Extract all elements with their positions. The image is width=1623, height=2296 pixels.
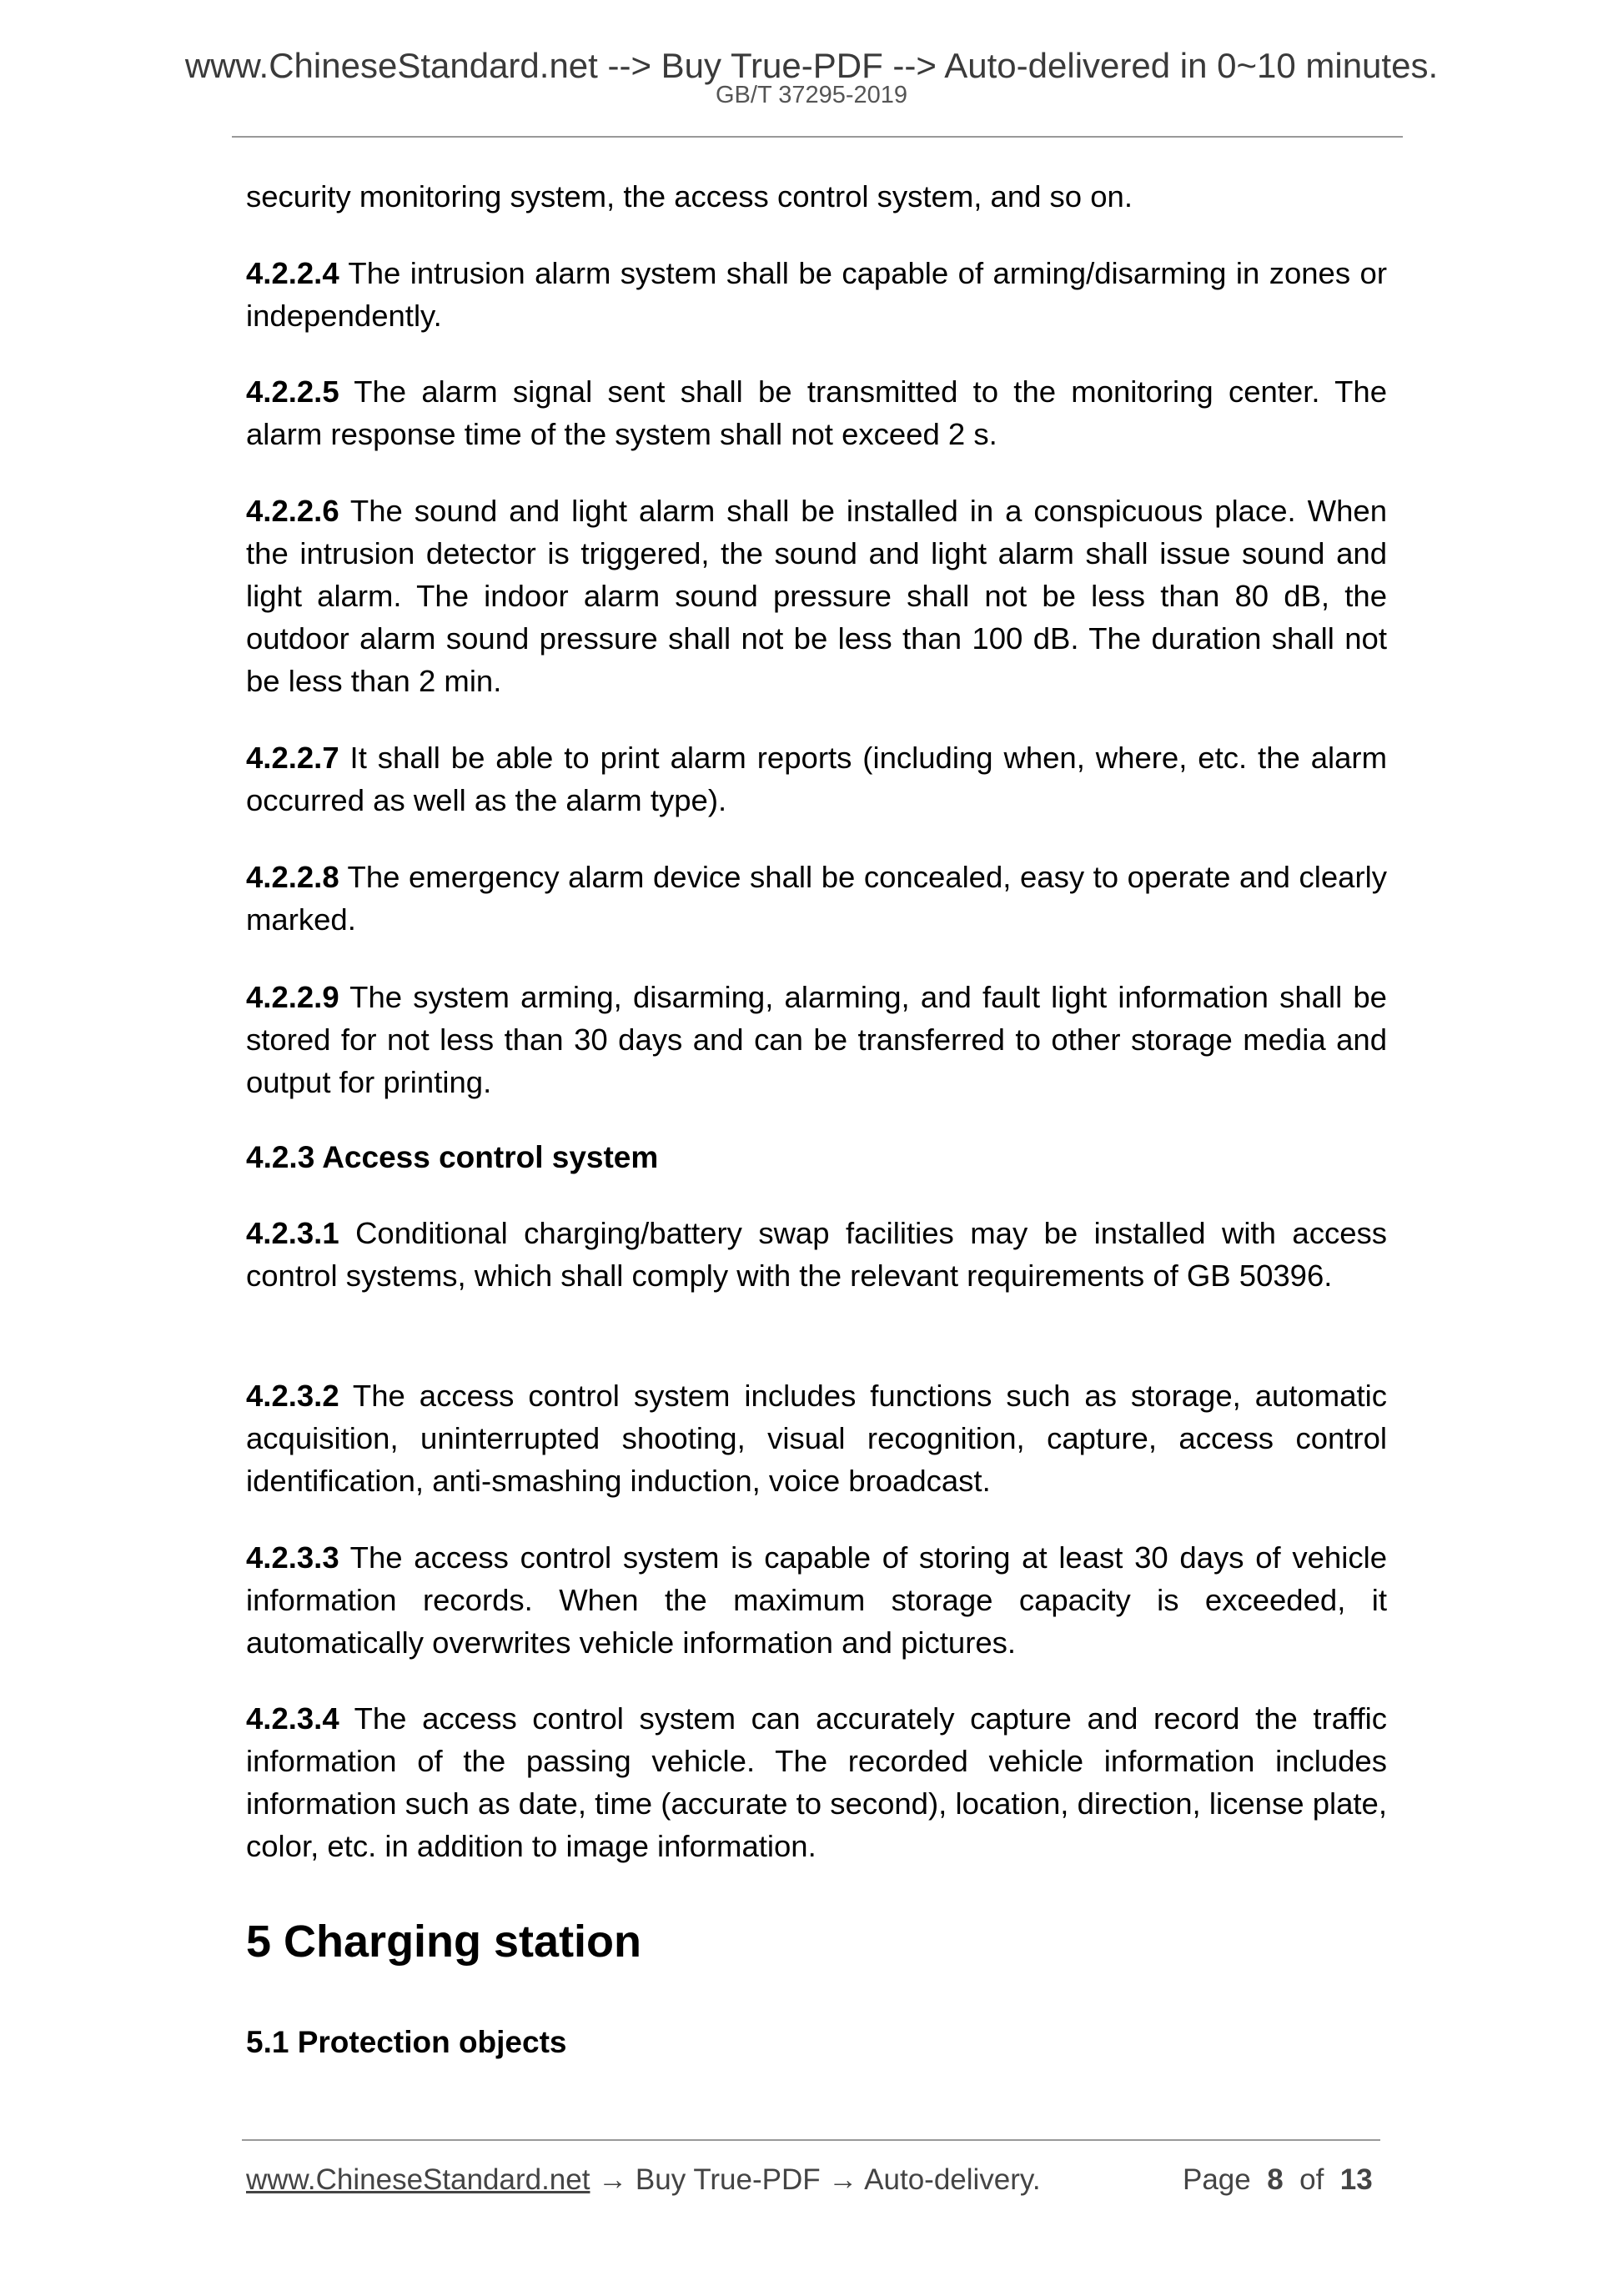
footer-link[interactable]: www.ChineseStandard.net [246,2163,590,2196]
clause-text: The alarm signal sent shall be transmitted to the monitoring center. The alarm response time of the system shall not exceed 2 s. [246,374,1387,451]
clause-4-2-3-3 [246,1536,1387,1664]
clause-number: 4.2.3.4 [246,1701,339,1736]
clause-text: The access control system can accurately capture and record the traffic information of the passing vehicle. The recorded vehicle information includes information such as date, time (accurate to second), location, direction, license plate, color, etc. in addition to image information. [246,1701,1387,1863]
standard-id: GB/T 37295-2019 [715,82,908,108]
clause-text: The access control system is capable of storing at least 30 days of vehicle information records. When the maximum storage capacity is exceeded, it automatically overwrites vehicle information and pictures. [246,1540,1387,1660]
clause-4-2-3-4 [246,1697,1387,1867]
total-pages: 13 [1339,2163,1373,2196]
footer-tail: → Buy True-PDF → Auto-delivery. [590,2163,1041,2196]
clause-text: Conditional charging/battery swap facilities may be installed with access control systems, which shall comply with the relevant requirements of GB 50396. [246,1216,1387,1293]
page-number [1183,2162,1373,2198]
clause-number: 4.2.2.8 [246,860,339,894]
clause-text: The system arming, disarming, alarming, and fault light information shall be stored for not less than 30 days and can be transferred to other storage media and output for printing. [246,980,1387,1099]
section-heading-4-2-3: 4.2.3 Access control system [246,1140,659,1174]
section-heading-5-1: 5.1 Protection objects [246,2025,567,2059]
clause-text: The sound and light alarm shall be installed in a conspicuous place. When the intrusion detector is triggered, the sound and light alarm shall issue sound and light alarm. The indoor alarm sound pressure shall not be less than 80 dB, the outdoor alarm sound pressure shall not be less than 100 dB. The duration shall not be less than 2 min. [246,494,1387,698]
clause-number: 4.2.2.6 [246,494,339,528]
clause-text: It shall be able to print alarm reports (including when, where, etc. the alarm occurred as well as the alarm type). [246,741,1387,817]
paragraph-text: security monitoring system, the access control system, and so on. [246,179,1133,214]
current-page: 8 [1267,2163,1284,2196]
footer-text [246,2162,1041,2198]
clause-4-2-2-6 [246,490,1387,702]
clause-number: 4.2.2.4 [246,256,339,290]
footer-divider [242,2139,1380,2141]
clause-4-2-2-9 [246,976,1387,1103]
clause-number: 4.2.3.1 [246,1216,339,1250]
of-label: of [1299,2163,1324,2196]
clause-4-2-3-1 [246,1212,1387,1297]
clause-number: 4.2.2.7 [246,741,339,775]
page-label: Page [1183,2163,1251,2196]
clause-4-2-2-7 [246,736,1387,821]
clause-4-2-3-2 [246,1374,1387,1502]
chapter-heading-5: 5 Charging station [246,1917,642,1967]
clause-text: The intrusion alarm system shall be capable of arming/disarming in zones or independently. [246,256,1387,333]
paragraph [246,175,1387,218]
clause-number: 4.2.2.9 [246,980,339,1014]
clause-number: 4.2.3.2 [246,1379,339,1413]
clause-number: 4.2.3.3 [246,1540,339,1575]
clause-4-2-2-8 [246,856,1387,941]
clause-4-2-2-4 [246,252,1387,337]
clause-text: The emergency alarm device shall be concealed, easy to operate and clearly marked. [246,860,1387,937]
header-banner: www.ChineseStandard.net --> Buy True-PDF --> Auto-delivered in 0~10 minutes. [184,46,1439,85]
clause-number: 4.2.2.5 [246,374,339,409]
header-divider [232,136,1403,138]
clause-text: The access control system includes functions such as storage, automatic acquisition, uninterrupted shooting, visual recognition, capture, access control identification, anti-smashing induction, voice broadcast. [246,1379,1387,1498]
clause-4-2-2-5 [246,370,1387,455]
